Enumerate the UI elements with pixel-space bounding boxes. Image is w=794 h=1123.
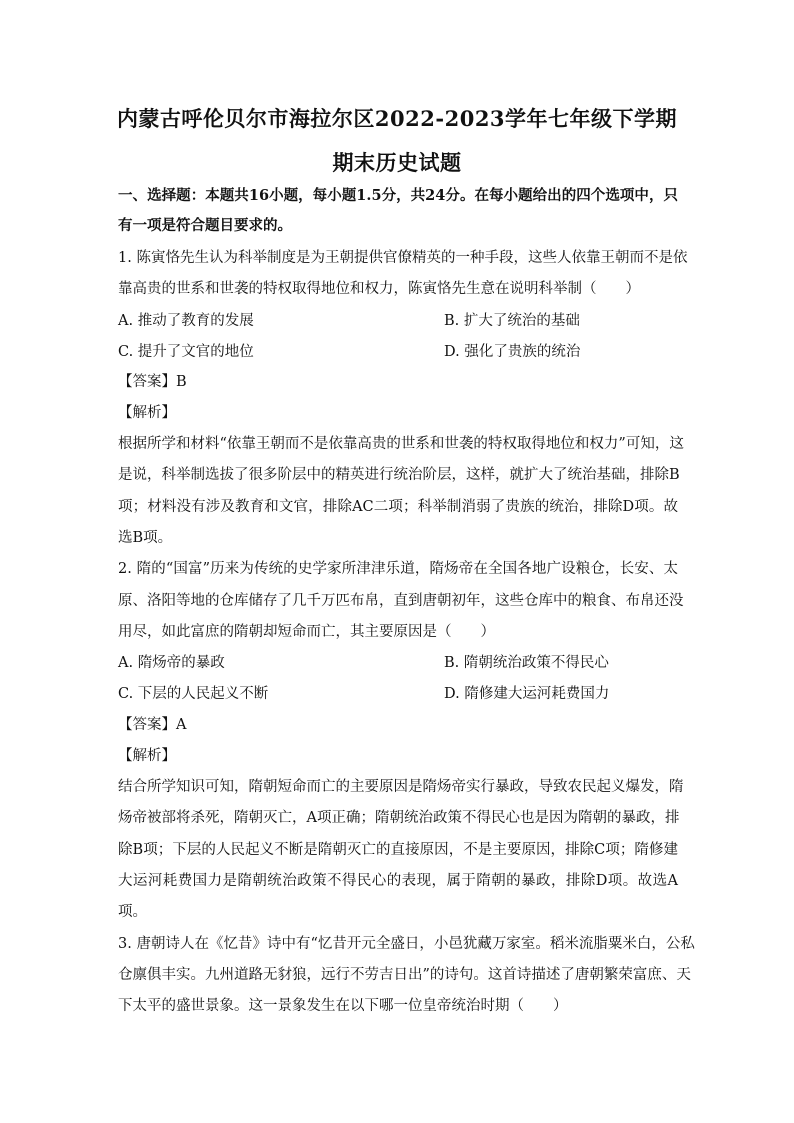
q2-option-c: C. 下层的人民起义不断: [118, 686, 269, 702]
q2-option-b: B. 隋朝统治政策不得民心: [444, 655, 609, 671]
q2-analysis-line2: 炀帝被部将杀死，隋朝灭亡，A项正确；隋朝统治政策不得民心也是因为隋朝的暴政，排: [118, 810, 680, 826]
section-instruction-line2: 有一项是符合题目要求的。: [118, 217, 292, 234]
q1-analysis-line3: 项；材料没有涉及教育和文官，排除AC二项；科举制消弱了贵族的统治，排除D项。故: [118, 499, 678, 515]
document-title-line2: 期末历史试题: [332, 150, 462, 175]
q2-analysis-line5: 项。: [118, 904, 147, 920]
q1-option-c: C. 提升了文官的地位: [118, 344, 254, 360]
q3-stem-line1: 3. 唐朝诗人在《忆昔》诗中有“忆昔开元全盛日，小邑犹藏万家室。稻米流脂粟米白，公私: [118, 936, 695, 952]
q2-stem-line1: 2. 隋的“国富”历来为传统的史学家所津津乐道，隋炀帝在全国各地广设粮仓，长安、太: [118, 561, 678, 577]
q2-option-d: D. 隋修建大运河耗费国力: [444, 686, 610, 702]
q2-answer: 【答案】A: [118, 717, 187, 733]
q1-analysis-line1: 根据所学和材料“依靠王朝而不是依靠高贵的世系和世袭的特权取得地位和权力”可知，这: [118, 436, 684, 452]
q2-analysis-line1: 结合所学知识可知，隋朝短命而亡的主要原因是隋炀帝实行暴政，导致农民起义爆发，隋: [118, 779, 684, 795]
q2-analysis-line4: 大运河耗费国力是隋朝统治政策不得民心的表现，属于隋朝的暴政，排除D项。故选A: [118, 873, 678, 889]
q2-analysis-line3: 除B项；下层的人民起义不断是隋朝灭亡的直接原因，不是主要原因，排除C项；隋修建: [118, 842, 678, 858]
document-title-line1: 内蒙古呼伦贝尔市海拉尔区2022-2023学年七年级下学期: [116, 106, 678, 131]
q3-stem-line3: 下太平的盛世景象。这一景象发生在以下哪一位皇帝统治时期（ ）: [118, 998, 568, 1014]
q1-answer: 【答案】B: [118, 374, 187, 390]
q1-analysis-line2: 是说，科举制选拔了很多阶层中的精英进行统治阶层，这样，就扩大了统治基础，排除B: [118, 467, 680, 483]
q3-stem-line2: 仓廪俱丰实。九州道路无豺狼，远行不劳吉日出”的诗句。这首诗描述了唐朝繁荣富庶、天: [118, 967, 691, 983]
q1-option-b: B. 扩大了统治的基础: [444, 313, 580, 329]
q1-analysis-line4: 选B项。: [118, 530, 173, 546]
q1-option-d: D. 强化了贵族的统治: [444, 344, 581, 360]
q1-stem-line1: 1. 陈寅恪先生认为科举制度是为王朝提供官僚精英的一种手段，这些人依靠王朝而不是依: [118, 250, 688, 266]
q2-option-a: A. 隋炀帝的暴政: [118, 655, 225, 671]
q1-analysis-label: 【解析】: [118, 405, 176, 421]
q2-stem-line2: 原、洛阳等地的仓库储存了几千万匹布帛，直到唐朝初年，这些仓库中的粮食、布帛还没: [118, 593, 684, 609]
q1-option-a: A. 推动了教育的发展: [118, 313, 254, 329]
q2-analysis-label: 【解析】: [118, 748, 176, 764]
section-instruction-line1: 一、选择题：本题共16小题，每小题1.5分，共24分。在每小题给出的四个选项中，只: [118, 187, 678, 204]
q2-stem-line3: 用尽，如此富庶的隋朝却短命而亡，其主要原因是（ ）: [118, 624, 495, 640]
q1-stem-line2: 靠高贵的世系和世袭的特权取得地位和权力，陈寅恪先生意在说明科举制（ ）: [118, 281, 640, 297]
